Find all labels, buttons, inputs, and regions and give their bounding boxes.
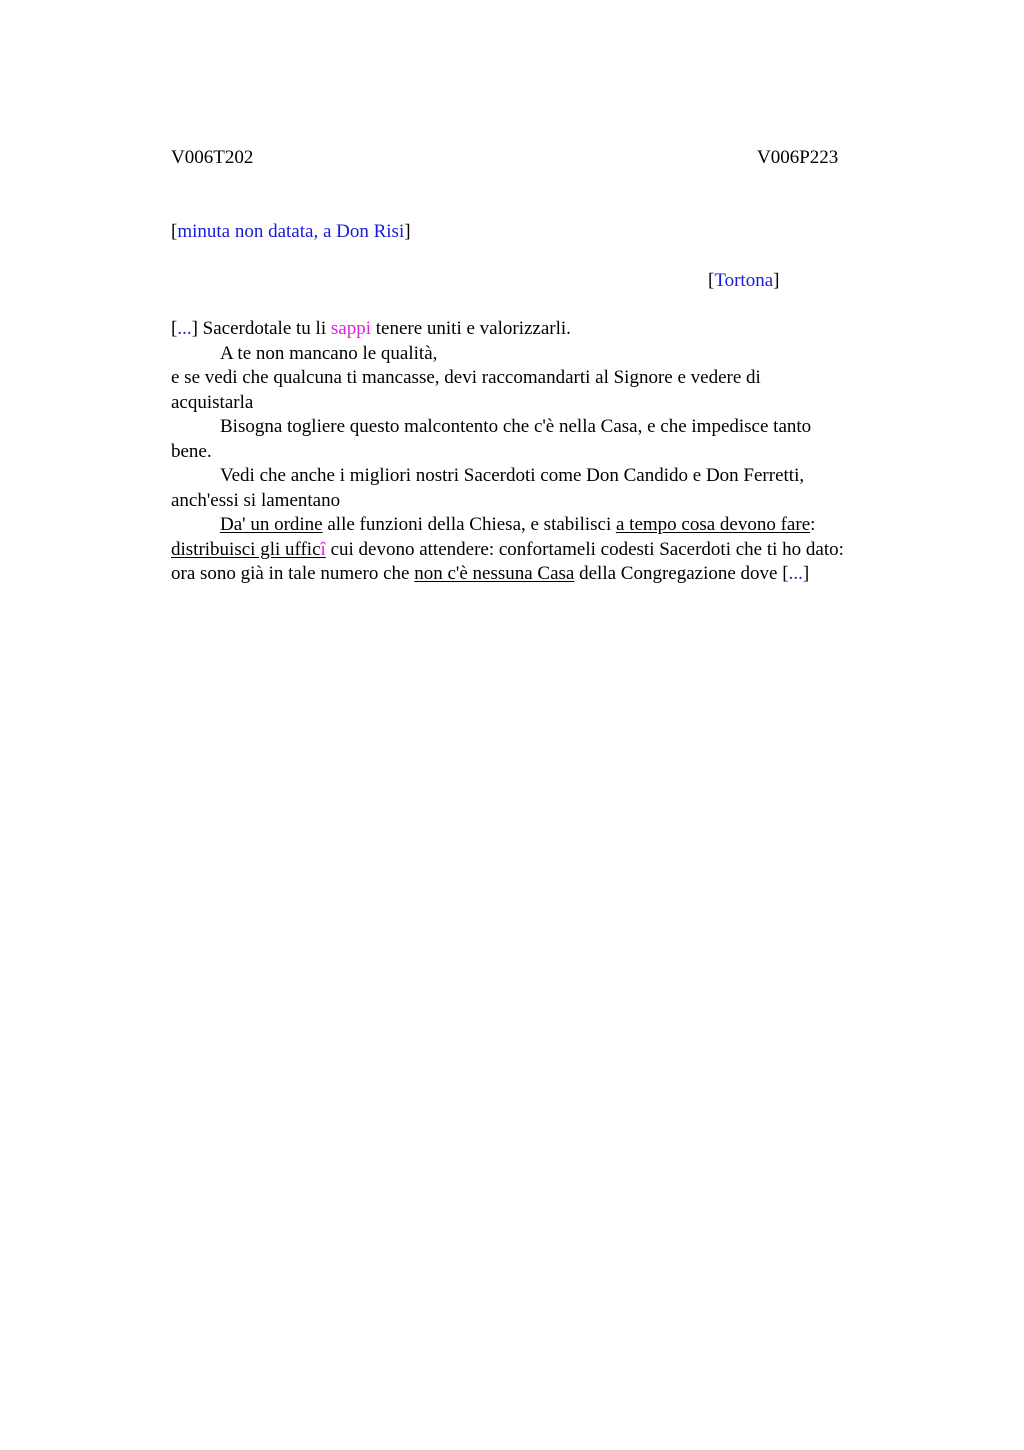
body-line-3: e se vedi che qualcuna ti mancasse, devi raccomandarti al Signore e vedere di (171, 367, 761, 388)
underlined-phrase: a tempo cosa devono fare (615, 514, 811, 535)
lacuna-close-bracket: ] (191, 318, 198, 339)
lacuna-ellipsis: ... (177, 318, 192, 339)
body-line-1 (171, 317, 911, 342)
lacuna-close-bracket: ] (802, 563, 810, 584)
place-text: Tortona (714, 270, 774, 291)
place-open-bracket: [ (708, 270, 715, 291)
note-text: minuta non datata, a Don Risi (177, 221, 405, 242)
variant-word: sappi (330, 318, 371, 339)
body-line-5: Bisogna togliere questo malcontento che c'è nella Casa, e che impedisce tanto (220, 416, 812, 437)
lacuna-open-bracket: [ (782, 563, 789, 584)
note-close-bracket: ] (404, 221, 411, 242)
editorial-note (171, 221, 411, 243)
underlined-phrase: Da' un ordine (220, 514, 323, 535)
body-line-2: A te non mancano le qualità, (220, 342, 438, 364)
body-text-segment: alle funzioni della Chiesa, e stabilisci (322, 514, 616, 535)
place-note (708, 270, 779, 292)
variant-mark: î (320, 538, 326, 560)
place-close-bracket: ] (773, 270, 780, 291)
body-line-8: anch'essi si lamentano (171, 489, 341, 511)
body-line-10 (171, 538, 911, 563)
underlined-phrase: non c'è nessuna Casa (414, 563, 575, 584)
body-text-segment: della Congregazione dove (574, 563, 783, 584)
body-line-11 (171, 562, 911, 587)
body-line-9 (171, 513, 911, 538)
body-text-segment: Sacerdotale tu li (197, 318, 331, 339)
underlined-phrase (171, 539, 326, 560)
letter-body (171, 317, 911, 587)
body-line-7: Vedi che anche i migliori nostri Sacerdoti come Don Candido e Don Ferretti, (220, 465, 805, 486)
document-code-left: V006T202 (171, 147, 254, 168)
lacuna-ellipsis: ... (788, 563, 803, 584)
body-text-segment: : (810, 514, 816, 535)
underlined-text: distribuisci gli uffic (171, 538, 321, 560)
lacuna-open-bracket: [ (171, 318, 178, 339)
body-text-segment: ora sono già in tale numero che (171, 563, 415, 584)
body-line-4: acquistarla (171, 391, 254, 413)
body-text-segment: tenere uniti e valorizzarli. (370, 318, 571, 339)
note-open-bracket: [ (171, 221, 178, 242)
body-line-6: bene. (171, 440, 212, 462)
document-code-right: V006P223 (757, 147, 839, 168)
body-text-segment: cui devono attendere: confortameli codesti Sacerdoti che ti ho dato: (325, 538, 844, 560)
